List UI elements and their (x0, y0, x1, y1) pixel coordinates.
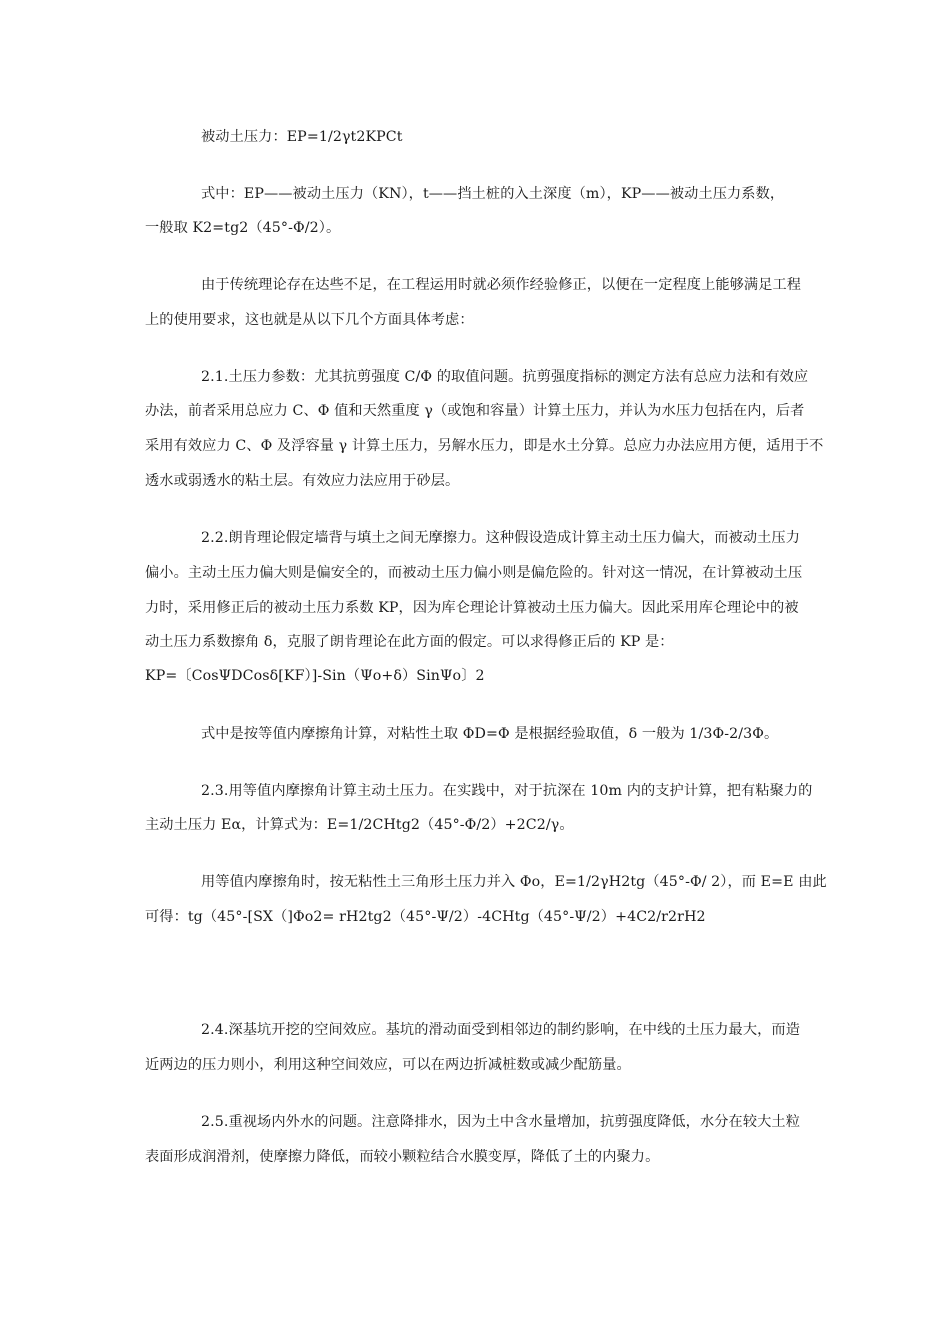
section-2-4-heading-line: 2.4.深基坑开挖的空间效应。基坑的滑动面受到相邻边的制约影响，在中线的土压力最大，而造 (201, 1022, 800, 1038)
paragraph-line: 表面形成润滑剂，使摩擦力降低，而较小颗粒结合水膜变厚，降低了土的内聚力。 (145, 1149, 660, 1165)
paragraph-line: 上的使用要求，这也就是从以下几个方面具体考虑： (145, 312, 474, 328)
paragraph-line: 主动土压力 Eα，计算式为：E=1/2CHtg2（45°-Φ/2）+2C2/γ。 (145, 817, 574, 833)
section-2-1-heading-line: 2.1.土压力参数：尤其抗剪强度 C/Φ 的取值问题。抗剪强度指标的测定方法有总应力法和有效应 (201, 369, 809, 385)
paragraph-line: 动土压力系数擦角 δ，克服了朗肯理论在此方面的假定。可以求得修正后的 KP 是： (145, 634, 674, 650)
paragraph-line: 偏小。主动土压力偏大则是偏安全的，而被动土压力偏小则是偏危险的。针对这一情况，在计算被动土压 (145, 565, 803, 581)
paragraph-line: 式中：EP——被动土压力（KN），t——挡土桩的入土深度（m），KP——被动土压力系数， (201, 186, 785, 202)
formula-equivalent-angle: 可得：tg（45°-[SX（]Φo2= rH2tg2（45°-Ψ/2）-4CHtg（45°-Ψ/2）+4C2/r2rH2 (145, 909, 706, 925)
paragraph-line: 式中是按等值内摩擦角计算，对粘性土取 ΦD=Φ 是根据经验取值，δ 一般为 1/3Φ-2/3Φ。 (201, 726, 779, 742)
formula-passive-pressure: 被动土压力：EP=1/2γt2KPCt (201, 129, 403, 145)
paragraph-line: 采用有效应力 C、Φ 及浮容量 γ 计算土压力，另解水压力，即是水土分算。总应力办法应用方便，适用于不 (145, 438, 824, 454)
paragraph-line: 一般取 K2=tg2（45°-Φ/2）。 (145, 220, 341, 236)
paragraph-line: 近两边的压力则小，利用这种空间效应，可以在两边折减桩数或减少配筋量。 (145, 1057, 631, 1073)
paragraph-line: 办法，前者采用总应力 C、Φ 值和天然重度 γ（或饱和容量）计算土压力，并认为水压力包括在内，后者 (145, 403, 805, 419)
paragraph-line: 力时，采用修正后的被动土压力系数 KP，因为库仑理论计算被动土压力偏大。因此采用库仑理论中的被 (145, 600, 799, 616)
paragraph-line: 由于传统理论存在达些不足，在工程运用时就必须作经验修正，以便在一定程度上能够满足工程 (201, 277, 802, 293)
section-2-2-heading-line: 2.2.朗肯理论假定墙背与填土之间无摩擦力。这种假设造成计算主动土压力偏大，而被动土压力 (201, 530, 800, 546)
formula-kp: KP=〔CosΨDCosδ[KF）]-Sin（Ψo+δ）SinΨo〕2 (145, 668, 485, 684)
paragraph-line: 透水或弱透水的粘土层。有效应力法应用于砂层。 (145, 473, 460, 489)
section-2-5-heading-line: 2.5.重视场内外水的问题。注意降排水，因为土中含水量增加，抗剪强度降低，水分在较大土粒 (201, 1114, 800, 1130)
section-2-3-heading-line: 2.3.用等值内摩擦角计算主动土压力。在实践中，对于抗深在 10m 内的支护计算，把有粘聚力的 (201, 783, 813, 799)
paragraph-line: 用等值内摩擦角时，按无粘性土三角形土压力并入 Φo，E=1/2γH2tg（45°-Φ/ 2），而 E=E 由此 (201, 874, 827, 890)
